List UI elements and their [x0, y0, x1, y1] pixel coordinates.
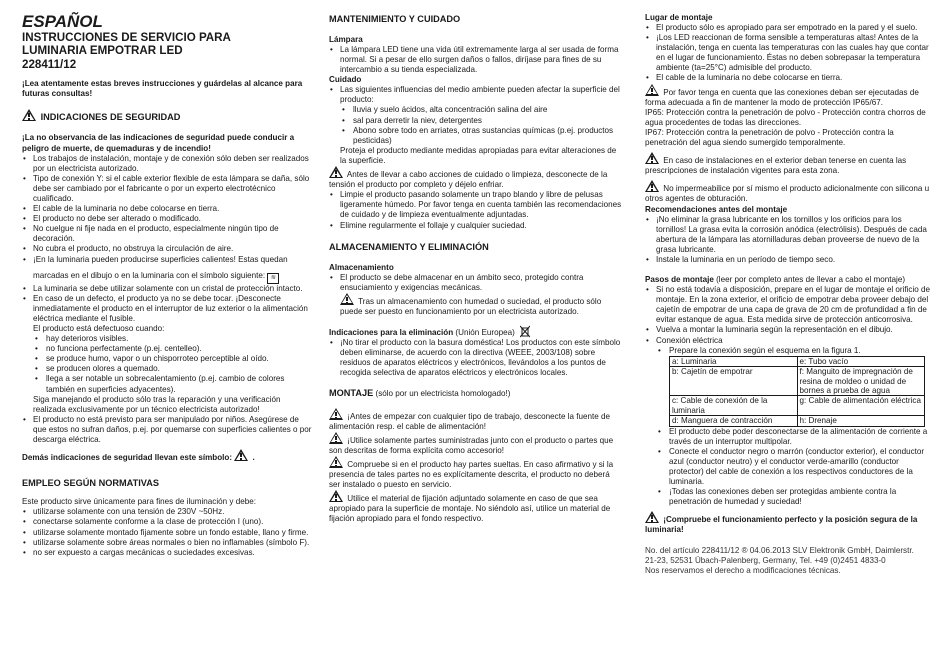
doc-title-line-3: 228411/12 — [22, 57, 77, 71]
list-item: • En caso de un defecto, el producto ya no se debe tocar. ¡Desconecte inmediatamente el producto en el interruptor de luz exterior o la alimentación eléctrica mediante el fusible. — [33, 294, 314, 324]
table-cell: b: Cajetín de empotrar — [670, 367, 798, 396]
list-item: • no funciona perfectamente (p.ej. centelleo). — [46, 344, 314, 354]
recommendations-list — [645, 215, 930, 265]
crossed-bin-icon — [520, 325, 530, 338]
care-warning: Antes de llevar a cabo acciones de cuidado o limpieza, desconecte de la tensión el producto por completo y déjelo enfriar. — [329, 166, 622, 190]
disposal-heading-line: Indicaciones para la eliminación (Unión Europea) — [329, 325, 622, 338]
table-row — [670, 367, 925, 396]
list-item: • se producen olores a quemado. — [46, 364, 314, 374]
warning-icon — [645, 152, 659, 164]
maintenance-heading: MANTENIMIENTO Y CUIDADO — [329, 14, 461, 24]
warning-icon — [340, 293, 354, 305]
list-item: • La lámpara LED tiene una vida útil extremamente larga al ser usada de forma normal. Si a pesar de ello surgen daños o fallos, diríjase para fines de su intercambio a su tienda especializada. — [340, 45, 622, 75]
more-safety-note: Demás indicaciones de seguridad llevan este símbolo: . — [22, 449, 314, 463]
warning-icon — [645, 84, 659, 96]
recommendations-heading: Recomendaciones antes del montaje — [645, 204, 788, 214]
care-protect: Proteja el producto mediante medidas apropiadas para evitar alteraciones de la superficie. — [340, 145, 617, 165]
list-item: • ¡En la luminaria pueden producirse superficies calientes! Estas quedan — [33, 255, 314, 265]
list-item: • utilizarse solamente sobre áreas normales o bien no inflamables (símbolo F). — [33, 538, 314, 548]
ip-warning: Por favor tenga en cuenta que las conexiones deban ser ejecutadas de forma adecuada a fin de mantener la modo de protección IP65/67. — [645, 84, 930, 108]
table-cell: e: Tubo vacío — [797, 356, 925, 366]
connection-list — [645, 427, 930, 508]
list-item: • Elimine regularmente el follaje y cualquier suciedad. — [340, 221, 622, 231]
hot-surface-note: marcadas en el dibujo o en la luminaria con el símbolo siguiente: ≋ — [22, 271, 314, 284]
list-item: • ¡No eliminar la grasa lubricante en los tornillos y los orificios para los tornillos! La grasa evita la corrosión anódica (electrólisis). Después de cada abertura de la lámpara las atornilladuras deban proveerse de nuevo de la grasa lubricante. — [656, 215, 930, 255]
hot-surface-icon: ≋ — [267, 273, 279, 284]
list-item: • Abono sobre todo en arriates, otras sustancias químicas (p.ej. productos pesticidas) — [353, 126, 622, 146]
list-item: • Si no está todavía a disposición, prepare en el lugar de montaje el orificio de montaje. En la zona exterior, el orificio de empotrar deba proveer debajo del cajetín de empotrar de una capa de grava de 20 cm de profundidad a fin de evitar estanque de agua. Esta medida sirve de protección anticorrosiva. — [656, 285, 930, 325]
column-middle — [329, 13, 622, 524]
list-item: • Conexión eléctrica — [656, 336, 930, 346]
list-item: • Prepare la conexión según el esquema en la figura 1. — [669, 346, 930, 356]
language-heading: ESPAÑOL — [22, 12, 103, 31]
list-item: • no ser expuesto a cargas mecánicas o suciedades excesivas. — [33, 548, 314, 558]
final-warning: ¡Compruebe el funcionamiento perfecto y la posición segura de la luminaria! — [645, 511, 930, 535]
list-item: • ¡No tirar el producto con la basura doméstica! Los productos con este símbolo deben eliminarse, de acuerdo con la directiva (WEEE, 2003/108) sobre residuos de aparatos eléctricos y electrónicos, llevándolos a los puntos de recogida selectiva de aparatos eléctricos y electrónicos locales. — [340, 338, 622, 378]
safety-list — [22, 154, 314, 265]
warning-icon — [645, 180, 659, 192]
usage-list — [22, 507, 314, 557]
list-item: • hay deterioros visibles. — [46, 334, 314, 344]
safety-warning: ¡La no observancia de las indicaciones de seguridad puede conducir a peligro de muerte, de quemaduras y de incendio! — [22, 133, 295, 153]
care-heading: Cuidado — [329, 75, 362, 85]
warning-icon — [22, 109, 36, 121]
place-list — [645, 23, 930, 84]
list-item: • Conecte el conductor negro o marrón (conductor exterior), el conductor azul (conductor neutro) y el conductor verde-amarillo (conductor protector) del cable de conexión a los respectivos conductores de la luminaria. — [669, 447, 930, 487]
usage-intro: Este producto sirve únicamente para fines de iluminación y debe: — [22, 497, 256, 507]
list-item: • Vuelva a montar la luminaria según la representación en el dibujo. — [656, 325, 930, 335]
montaje-warning: ¡Antes de empezar con cualquier tipo de trabajo, desconecte la fuente de alimentación resp. el cable de alimentación! — [329, 408, 622, 432]
disposal-list — [329, 338, 622, 378]
doc-title-line-2: LUMINARIA EMPOTRAR LED — [22, 44, 183, 58]
connection-sublist — [645, 346, 930, 356]
list-item: • llega a ser notable un sobrecalentamiento (p.ej. cambio de colores también en superficies adyacentes). — [46, 374, 314, 394]
warning-icon — [234, 449, 248, 461]
exterior-warning: En caso de instalaciones en el exterior deban tenerse en cuenta las prescripciones de instalación vigentes para esta zona. — [645, 152, 930, 176]
list-item: • utilizarse solamente con una tensión de 230V ~50Hz. — [33, 507, 314, 517]
list-item: • Tipo de conexión Y: si el cable exterior flexible de esta lámpara se daña, sólo debe ser cambiado por el fabricante o por un experto electrotécnico cualificado. — [33, 174, 314, 204]
warning-icon — [329, 166, 343, 178]
usage-heading: EMPLEO SEGÚN NORMATIVAS — [22, 478, 159, 489]
montaje-heading-line: MONTAJE (sólo por un electricista homologado!) — [329, 388, 511, 399]
list-item: • Limpie el producto pasando solamente un trapo blando y libre de pelusas ligeramente húmedo. Por favor tenga en cuenta también las recomendaciones de cuidado y de limpieza eventualmente adjuntadas. — [340, 190, 622, 220]
list-item: • Instale la luminaria en un período de tiempo seco. — [656, 255, 930, 265]
column-right — [645, 13, 930, 576]
defect-list — [22, 334, 314, 395]
ip67-note: IP67: Protección contra la penetración de polvo - Protección contra la penetración del agua siendo sumergido temporalmente. — [645, 127, 894, 148]
list-item: • se produce humo, vapor o un chisporroteo perceptible al oído. — [46, 354, 314, 364]
table-cell: g: Cable de alimentación eléctrica — [797, 396, 925, 416]
list-item: • Los trabajos de instalación, montaje y de conexión sólo deben ser realizados por un electricista autorizado. — [33, 154, 314, 174]
lamp-heading: Lámpara — [329, 35, 363, 44]
figure-legend-table — [669, 356, 925, 427]
storage-heading: ALMACENAMIENTO Y ELIMINACIÓN — [329, 241, 489, 252]
footer-line-2: 21-23, 52531 Übach-Palenberg, Germany, Tel. +49 (0)2451 4833-0 — [645, 555, 886, 565]
defect-intro: El producto está defectuoso cuando: — [33, 324, 165, 333]
column-left — [22, 12, 314, 558]
table-row — [670, 356, 925, 366]
list-item: • El producto se debe almacenar en un ámbito seco, protegido contra ensuciamiento y exigencias mecánicas. — [340, 273, 622, 293]
storage-list — [329, 273, 622, 293]
care-sublist — [329, 105, 622, 145]
table-row — [670, 416, 925, 426]
steps-list — [645, 285, 930, 346]
doc-title-line-1: INSTRUCCIONES DE SERVICIO PARA — [22, 31, 231, 44]
safety-heading: INDICACIONES DE SEGURIDAD — [22, 109, 314, 123]
montaje-warning: Compruebe si en el producto hay partes sueltas. En caso afirmativo y si la presencia de tales partes no es explícitamente descrita, el producto no deberá ser instalado o puesto en servicio. — [329, 456, 622, 490]
warning-icon — [329, 456, 343, 468]
footer-line-3: Nos reservamos el derecho a modificaciones técnicas. — [645, 565, 841, 575]
list-item: • conectarse solamente conforme a la clase de protección I (uno). — [33, 517, 314, 527]
warning-icon — [329, 432, 343, 444]
list-item: • La luminaria se debe utilizar solamente con un cristal de protección intacto. — [33, 284, 314, 294]
list-item: • Las siguientes influencias del medio ambiente pueden afectar la superficie del producto: — [340, 85, 622, 105]
list-item: • El producto debe poder desconectarse de la alimentación de corriente a través de un interruptor multipolar. — [669, 427, 930, 447]
ip65-note: IP65: Protección contra la penetración de polvo - Protección contra chorros de agua procedentes de todas las direcciones. — [645, 107, 926, 127]
safety-list-3 — [22, 415, 314, 445]
repair-note: Siga manejando el producto sólo tras la reparación y una verificación realizada exclusivamente por un técnico electricista autorizado! — [33, 394, 281, 414]
list-item: • El cable de la luminaria no debe colocarse en tierra. — [33, 204, 314, 214]
storage-warning: Tras un almacenamiento con humedad o suciedad, el producto sólo puede ser puesto en funcionamiento por un electricista autorizado. — [329, 293, 622, 317]
sealing-note: No impermeabilice por sí mismo el producto adicionalmente con silicona u otros agentes de obturación. — [645, 180, 930, 204]
table-cell: f: Manguito de impregnación de resina de moldeo o unidad de bornes a prueba de agua — [797, 367, 925, 396]
warning-icon — [329, 490, 343, 502]
warning-icon — [645, 511, 659, 523]
montaje-warning: ¡Utilice solamente partes suministradas junto con el producto o partes que son descritas de forma explícita como accesorio! — [329, 432, 622, 456]
list-item: • El cable de la luminaria no debe colocarse en tierra. — [656, 73, 930, 83]
place-heading: Lugar de montaje — [645, 13, 713, 22]
list-item: • El producto no está previsto para ser manipulado por niños. Asegúrese de que estos no sufran daños, p.ej. por quemarse con superficies calientes o por descarga eléctrica. — [33, 415, 314, 445]
care-list-2 — [329, 190, 622, 230]
table-cell: c: Cable de conexión de la luminaria — [670, 396, 798, 416]
table-row — [670, 396, 925, 416]
list-item: • ¡Todas las conexiones deben ser protegidas ambiente contra la penetración de humedad y suciedad! — [669, 487, 930, 507]
table-cell: h: Drenaje — [797, 416, 925, 426]
list-item: • sal para derretir la niev, detergentes — [353, 116, 622, 126]
montaje-warning: Utilice el material de fijación adjuntado solamente en caso de que sea apropiado para la superficie de montaje. No siéndolo así, utilice un material de fijación apropiado para el fondo respectivo. — [329, 490, 622, 524]
warning-icon — [329, 408, 343, 420]
list-item: • No cuelgue ni fije nada en el producto, especialmente ningún tipo de decoración. — [33, 224, 314, 244]
footer-line-1: No. del artículo 228411/12 ® 04.06.2013 SLV Elektronik GmbH, Daimlerstr. — [645, 545, 914, 555]
list-item: • ¡Los LED reaccionan de forma sensible a temperaturas altas! Antes de la instalación, tenga en cuenta las temperaturas con las cuales hay que contar en el lugar de funcionamiento. Éstas no deben sobrepasar la temperatura ambiente (ta=25°C) admisible del producto. — [656, 33, 930, 73]
list-item: • No cubra el producto, no obstruya la circulación de aire. — [33, 244, 314, 254]
care-list — [329, 85, 622, 105]
intro-text: ¡Lea atentamente estas breves instrucciones y guárdelas al alcance para futuras consultas! — [22, 79, 303, 99]
lamp-list — [329, 45, 622, 75]
table-cell: d: Manguera de contracción — [670, 416, 798, 426]
storage-subheading: Almacenamiento — [329, 262, 394, 272]
list-item: • utilizarse solamente montado fijamente sobre un fondo estable, llano y firme. — [33, 528, 314, 538]
list-item: • El producto sólo es apropiado para ser empotrado en la pared y el suelo. — [656, 23, 930, 33]
list-item: • lluvia y suelo ácidos, alta concentración salina del aire — [353, 105, 622, 115]
steps-heading-line: Pasos de montaje (leer por completo antes de llevar a cabo el montaje) — [645, 274, 906, 284]
safety-list-2 — [22, 284, 314, 324]
list-item: • El producto no debe ser alterado o modificado. — [33, 214, 314, 224]
table-cell: a: Luminaria — [670, 356, 798, 366]
